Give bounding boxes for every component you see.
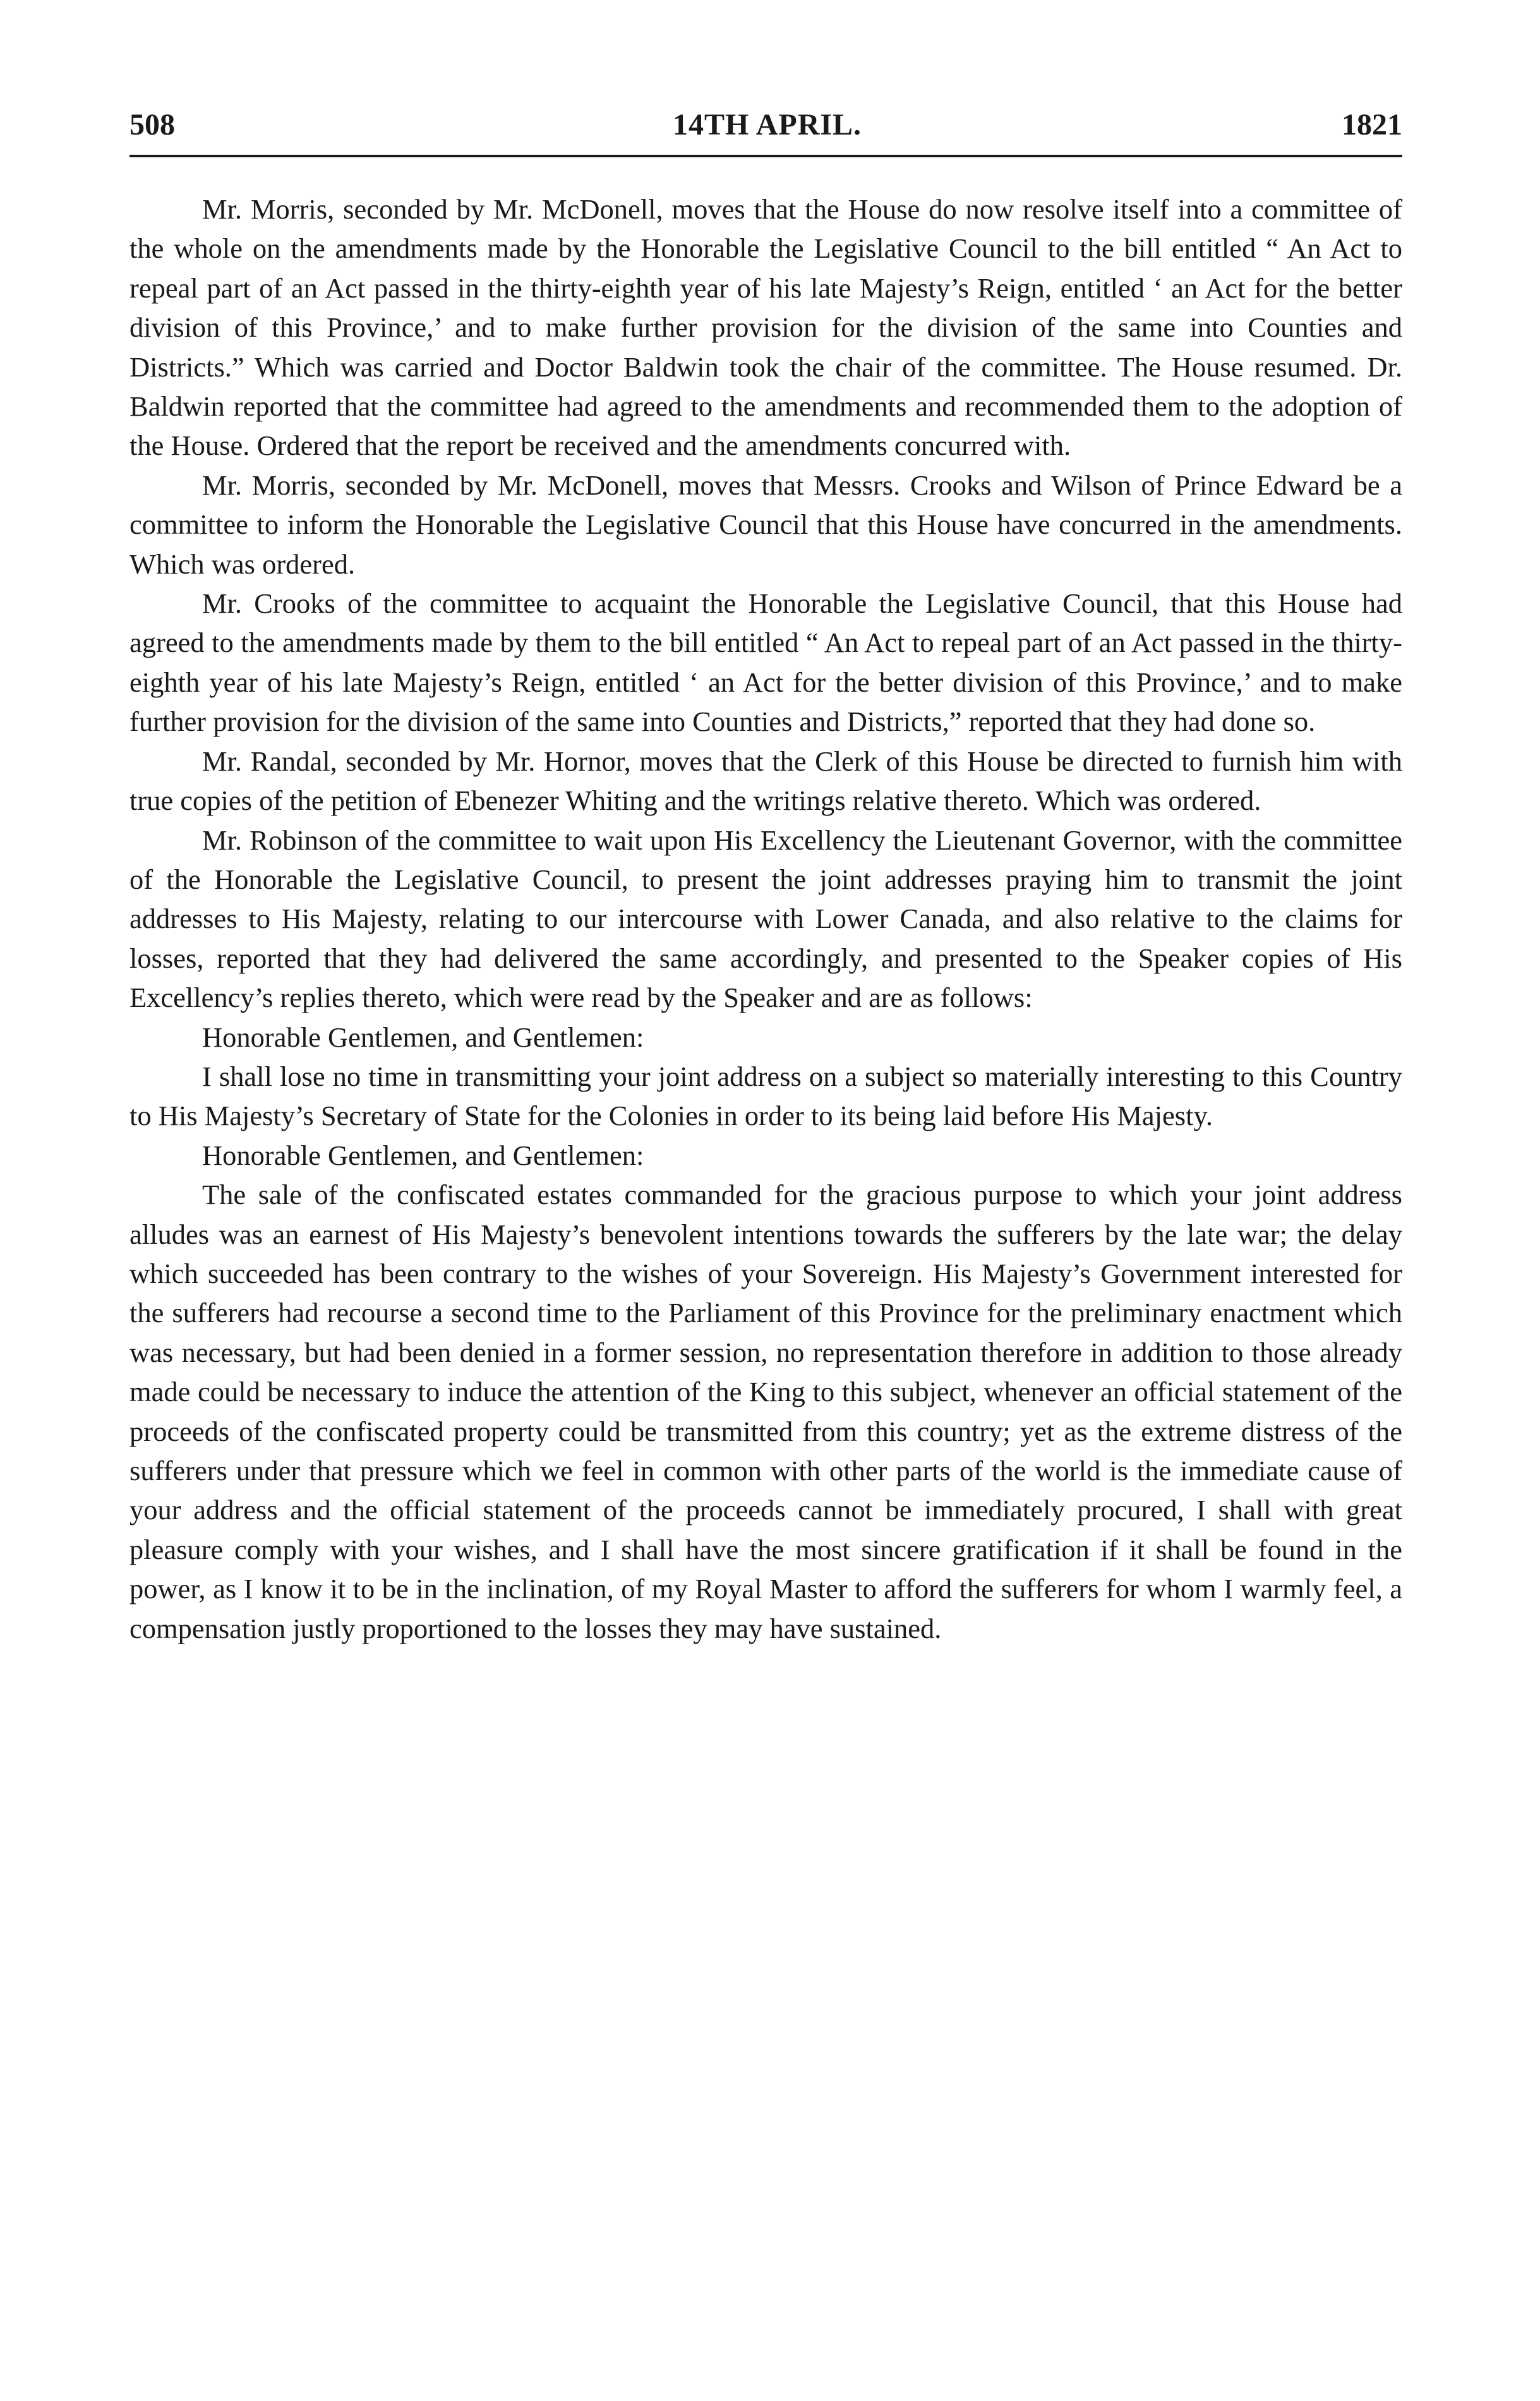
paragraph-randal-motion: Mr. Randal, seconded by Mr. Hornor, moves that the Clerk of this House be directed to furnish him with true copies of the petition of Ebenezer Whiting and the writings relative thereto. Which was ordered. — [129, 745, 1402, 817]
salutation: Honorable Gentlemen, and Gentlemen: — [202, 1021, 644, 1053]
running-head-year: 1821 — [1342, 108, 1402, 141]
salutation: Honorable Gentlemen, and Gentlemen: — [202, 1139, 644, 1171]
header-rule — [129, 155, 1402, 157]
paragraph-second-reply: The sale of the confiscated estates commanded for the gracious purpose to which your joint address alludes was an earnest of His Majesty’s benevolent intentions towards the sufferers by the late war; the delay which succeeded has been contrary to the wishes of your Sovereign. His Majesty’s Government interested for the sufferers had recourse a second time to the Parliament of this Province for the preliminary enactment which was necessary, but had been denied in a former session, no representation therefore in addition to those already made could be necessary to induce the attention of the King to this subject, whenever an official statement of the proceeds of the confiscated property could be transmitted from this country; yet as the extreme distress of the sufferers under that pressure which we feel in common with other parts of the world is the immediate cause of your address and the official statement of the proceeds cannot be immediately procured, I shall with great pleasure comply with your wishes, and I shall have the most sincere gratification if it shall be found in the power, as I know it to be in the inclination, of my Royal Master to afford the sufferers for whom I warmly feel, a compensation justly proportioned to the losses they may have sustained. — [129, 1179, 1402, 1644]
page-number: 508 — [129, 108, 175, 141]
body-text — [129, 190, 1402, 1648]
paragraph-robinson-report: Mr. Robinson of the committee to wait upon His Excellency the Lieutenant Governor, with the committee of the Honorable the Legislative Council, to present the joint addresses praying him to transmit the joint addresses to His Majesty, relating to our intercourse with Lower Canada, and also relative to the claims for losses, reported that they had delivered the same accordingly, and presented to the Speaker copies of His Excellency’s replies thereto, which were read by the Speaker and are as follows: — [129, 824, 1402, 1014]
paragraph-morris-motion: Mr. Morris, seconded by Mr. McDonell, moves that the House do now resolve itself into a committee of the whole on the amendments made by the Honorable the Legislative Council to the bill entitled “ An Act to repeal part of an Act passed in the thirty-eighth year of his late Majesty’s Reign, entitled ‘ an Act for the better division of this Province,’ and to make further provision for the division of the same into Counties and Districts.” Which was carried and Doctor Baldwin took the chair of the committee. The House resumed. Dr. Baldwin reported that the committee had agreed to the amendments and recommended them to the adoption of the House. Ordered that the report be received and the amendments concurred with. — [129, 193, 1402, 462]
paragraph-crooks-report: Mr. Crooks of the committee to acquaint the Honorable the Legislative Council, that this House had agreed to the amendments made by them to the bill entitled “ An Act to repeal part of an Act passed in the thirty-eighth year of his late Majesty’s Reign, entitled ‘ an Act for the better division of this Province,’ and to make further provision for the division of the same into Counties and Districts,” reported that they had done so. — [129, 587, 1402, 738]
paragraph-morris-committee: Mr. Morris, seconded by Mr. McDonell, moves that Messrs. Crooks and Wilson of Prince Edward be a committee to inform the Honorable the Legislative Council that this House have concurred in the amendments. Which was ordered. — [129, 469, 1402, 580]
paragraph-first-reply: I shall lose no time in transmitting your joint address on a subject so materially interesting to this Country to His Majesty’s Secretary of State for the Colonies in order to its being laid before His Majesty. — [129, 1060, 1402, 1132]
running-head-date: 14TH APRIL. — [673, 108, 862, 141]
running-header — [129, 107, 1402, 152]
